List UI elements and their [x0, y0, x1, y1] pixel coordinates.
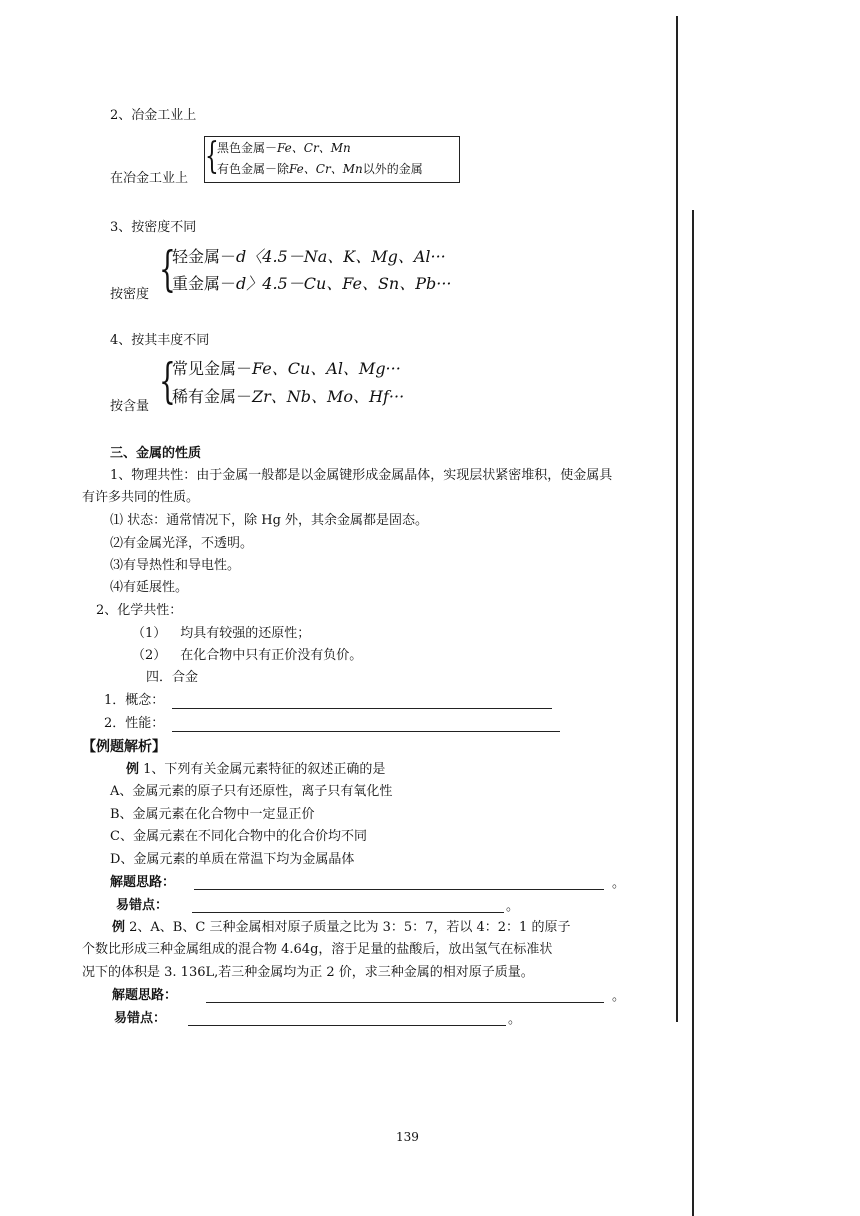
- section3-line1: 轻金属－d〈4.5－Na、K、Mg、Al···: [172, 247, 446, 266]
- section4-heading: 4、按其丰度不同: [110, 333, 210, 348]
- section3-line2: 重金属－d〉4.5－Cu、Fe、Sn、Pb···: [172, 274, 452, 293]
- physical-item: ⑴ 状态：通常情况下，除 Hg 外，其余金属都是固态。: [110, 513, 429, 528]
- example1-option: C、金属元素在不同化合物中的化合价均不同: [110, 829, 367, 844]
- example2-error-blank[interactable]: [188, 1025, 506, 1026]
- brace-icon: {: [159, 241, 176, 297]
- physical-line2: 有许多共同的性质。: [82, 490, 200, 505]
- chemical-item: （2） 在化合物中只有正价没有负价。: [132, 648, 363, 663]
- period: 。: [506, 899, 520, 914]
- section3-prefix: 按密度: [110, 287, 150, 302]
- alloy-concept-blank[interactable]: [172, 708, 552, 709]
- period: 。: [612, 876, 626, 891]
- section4-line2: 稀有金属－Zr、Nb、Mo、Hf···: [172, 387, 405, 406]
- example2-line3: 况下的体积是 3. 136L,若三种金属均为正 2 价，求三种金属的相对原子质量。: [82, 965, 534, 980]
- example1-option: B、金属元素在化合物中一定显正价: [110, 807, 315, 822]
- example1-solution-blank[interactable]: [194, 889, 604, 890]
- section2-prefix: 在冶金工业上: [110, 171, 189, 186]
- physical-line1: 1、物理共性：由于金属一般都是以金属键形成金属晶体，实现层状紧密堆积，使金属具: [110, 468, 613, 483]
- physical-item: ⑷有延展性。: [110, 580, 189, 595]
- section4-prefix: 按含量: [110, 399, 150, 414]
- brace-icon: {: [159, 353, 176, 409]
- example2-solution-label: 解题思路：: [112, 988, 178, 1003]
- example1-intro: 例 1、下列有关金属元素特征的叙述正确的是: [126, 762, 386, 777]
- chemical-heading: 2、化学共性：: [96, 603, 183, 618]
- alloy-performance-label: 2．性能：: [104, 716, 165, 731]
- section3-heading: 3、按密度不同: [110, 220, 197, 235]
- alloy-concept-label: 1．概念：: [104, 693, 165, 708]
- example1-option: A、金属元素的原子只有还原性，离子只有氧化性: [110, 784, 393, 799]
- section2-line1: 黑色金属－Fe、Cr、Mn: [217, 141, 351, 155]
- margin-line-inner: [692, 210, 694, 1216]
- example2-solution-blank[interactable]: [206, 1002, 604, 1003]
- example1-error-label: 易错点：: [116, 898, 169, 913]
- examples-heading: 【例题解析】: [82, 739, 166, 755]
- example2-error-label: 易错点：: [114, 1011, 167, 1026]
- example2-line2: 个数比形成三种金属组成的混合物 4.64g，溶于足量的盐酸后，放出氢气在标准状: [82, 942, 553, 957]
- properties-heading: 三、金属的性质: [110, 446, 202, 461]
- section4-line1: 常见金属－Fe、Cu、Al、Mg···: [172, 359, 401, 378]
- period: 。: [612, 989, 626, 1004]
- example1-solution-label: 解题思路：: [110, 875, 176, 890]
- example1-error-blank[interactable]: [192, 912, 504, 913]
- alloy-performance-blank[interactable]: [172, 731, 560, 732]
- chemical-item: （1） 均具有较强的还原性；: [132, 626, 311, 641]
- page-number: 139: [396, 1130, 419, 1144]
- section2-heading: 2、冶金工业上: [110, 108, 197, 123]
- section2-line2: 有色金属－除Fe、Cr、Mn以外的金属: [217, 162, 423, 176]
- alloy-heading: 四．合金: [146, 670, 199, 685]
- section2-box: [204, 136, 460, 183]
- brace-icon: {: [205, 136, 219, 177]
- physical-item: ⑶有导热性和导电性。: [110, 558, 241, 573]
- example1-option: D、金属元素的单质在常温下均为金属晶体: [110, 852, 355, 867]
- margin-line-outer: [676, 16, 678, 1022]
- period: 。: [508, 1012, 522, 1027]
- example2-line1: 例 2、A、B、C 三种金属相对原子质量之比为 3：5：7，若以 4：2：1 的原子: [112, 920, 571, 935]
- physical-item: ⑵有金属光泽，不透明。: [110, 536, 254, 551]
